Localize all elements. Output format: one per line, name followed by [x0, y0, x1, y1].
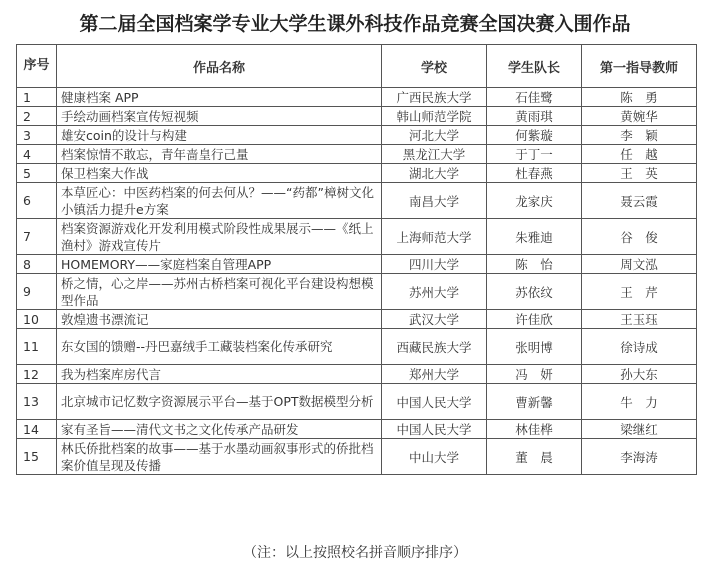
cell-leader: 陈 怡	[487, 255, 582, 274]
cell-school: 四川大学	[382, 255, 487, 274]
cell-name: 本草匠心：中医药档案的何去何从？——“药都”樟树文化小镇活力提升e方案	[57, 183, 382, 219]
table-row	[17, 329, 697, 365]
header-teacher: 第一指导教师	[582, 45, 697, 88]
cell-school: 河北大学	[382, 126, 487, 145]
cell-no: 14	[17, 420, 57, 439]
cell-school: 上海师范大学	[382, 219, 487, 255]
cell-teacher: 聂云霞	[582, 183, 697, 219]
table-row	[17, 183, 697, 219]
cell-leader: 朱雅迪	[487, 219, 582, 255]
cell-teacher: 谷 俊	[582, 219, 697, 255]
cell-school: 中国人民大学	[382, 420, 487, 439]
cell-school: 中山大学	[382, 439, 487, 475]
cell-teacher: 李海涛	[582, 439, 697, 475]
cell-teacher: 徐诗成	[582, 329, 697, 365]
cell-school: 武汉大学	[382, 310, 487, 329]
cell-name: 档案惊情不敢忘，青年啬皇行己量	[57, 145, 382, 164]
table-row	[17, 274, 697, 310]
cell-school: 苏州大学	[382, 274, 487, 310]
table-row	[17, 88, 697, 107]
table-row	[17, 420, 697, 439]
cell-leader: 杜春燕	[487, 164, 582, 183]
table-row	[17, 310, 697, 329]
cell-name: 北京城市记忆数字资源展示平台—基于OPT数据模型分析	[57, 384, 382, 420]
cell-teacher: 王玉珏	[582, 310, 697, 329]
cell-leader: 苏依纹	[487, 274, 582, 310]
cell-teacher: 陈 勇	[582, 88, 697, 107]
table-row	[17, 107, 697, 126]
cell-no: 7	[17, 219, 57, 255]
cell-leader: 许佳欣	[487, 310, 582, 329]
cell-no: 1	[17, 88, 57, 107]
header-no: 序号	[17, 45, 57, 88]
cell-teacher: 周文泓	[582, 255, 697, 274]
cell-no: 8	[17, 255, 57, 274]
cell-leader: 冯 妍	[487, 365, 582, 384]
header-leader: 学生队长	[487, 45, 582, 88]
table-header-row	[17, 45, 697, 88]
cell-name: 敦煌遗书漂流记	[57, 310, 382, 329]
cell-name: 家有圣旨——清代文书之文化传承产品研发	[57, 420, 382, 439]
cell-teacher: 梁继红	[582, 420, 697, 439]
cell-leader: 何紫璇	[487, 126, 582, 145]
cell-no: 13	[17, 384, 57, 420]
cell-school: 韩山师范学院	[382, 107, 487, 126]
cell-no: 6	[17, 183, 57, 219]
cell-school: 郑州大学	[382, 365, 487, 384]
cell-no: 4	[17, 145, 57, 164]
header-name: 作品名称	[57, 45, 382, 88]
cell-teacher: 孙大东	[582, 365, 697, 384]
cell-no: 10	[17, 310, 57, 329]
cell-name: 东女国的馈赠--丹巴嘉绒手工藏装档案化传承研究	[57, 329, 382, 365]
cell-leader: 林佳桦	[487, 420, 582, 439]
cell-teacher: 王 芹	[582, 274, 697, 310]
cell-name: 健康档案 APP	[57, 88, 382, 107]
cell-no: 11	[17, 329, 57, 365]
cell-name: 雄安coin的设计与构建	[57, 126, 382, 145]
cell-leader: 龙家庆	[487, 183, 582, 219]
cell-leader: 于丁一	[487, 145, 582, 164]
cell-leader: 黄雨琪	[487, 107, 582, 126]
cell-name: 桥之情，心之岸——苏州古桥档案可视化平台建设构想模型作品	[57, 274, 382, 310]
cell-name: HOMEMORY——家庭档案自管理APP	[57, 255, 382, 274]
cell-no: 15	[17, 439, 57, 475]
cell-no: 5	[17, 164, 57, 183]
cell-teacher: 黄婉华	[582, 107, 697, 126]
cell-school: 中国人民大学	[382, 384, 487, 420]
table-row	[17, 164, 697, 183]
cell-name: 我为档案库房代言	[57, 365, 382, 384]
cell-no: 9	[17, 274, 57, 310]
table-row	[17, 384, 697, 420]
cell-teacher: 王 英	[582, 164, 697, 183]
finalists-table	[16, 44, 697, 475]
cell-name: 手绘动画档案宣传短视频	[57, 107, 382, 126]
header-school: 学校	[382, 45, 487, 88]
cell-school: 南昌大学	[382, 183, 487, 219]
cell-no: 2	[17, 107, 57, 126]
cell-school: 黑龙江大学	[382, 145, 487, 164]
table-row	[17, 255, 697, 274]
cell-teacher: 牛 力	[582, 384, 697, 420]
cell-name: 林氏侨批档案的故事——基于水墨动画叙事形式的侨批档案价值呈现及传播	[57, 439, 382, 475]
cell-school: 湖北大学	[382, 164, 487, 183]
cell-name: 档案资源游戏化开发利用模式阶段性成果展示——《纸上渔村》游戏宣传片	[57, 219, 382, 255]
cell-school: 广西民族大学	[382, 88, 487, 107]
sort-note: （注：以上按照校名拼音顺序排序）	[243, 545, 467, 561]
cell-school: 西藏民族大学	[382, 329, 487, 365]
table-row	[17, 439, 697, 475]
cell-teacher: 任 越	[582, 145, 697, 164]
cell-leader: 石佳鹭	[487, 88, 582, 107]
cell-no: 3	[17, 126, 57, 145]
table-row	[17, 365, 697, 384]
page-title: 第二届全国档案学专业大学生课外科技作品竞赛全国决赛入围作品	[79, 13, 631, 35]
table-row	[17, 145, 697, 164]
table-row	[17, 219, 697, 255]
cell-leader: 董 晨	[487, 439, 582, 475]
cell-teacher: 李 颖	[582, 126, 697, 145]
cell-no: 12	[17, 365, 57, 384]
cell-name: 保卫档案大作战	[57, 164, 382, 183]
cell-leader: 曹新馨	[487, 384, 582, 420]
cell-leader: 张明博	[487, 329, 582, 365]
table-row	[17, 126, 697, 145]
